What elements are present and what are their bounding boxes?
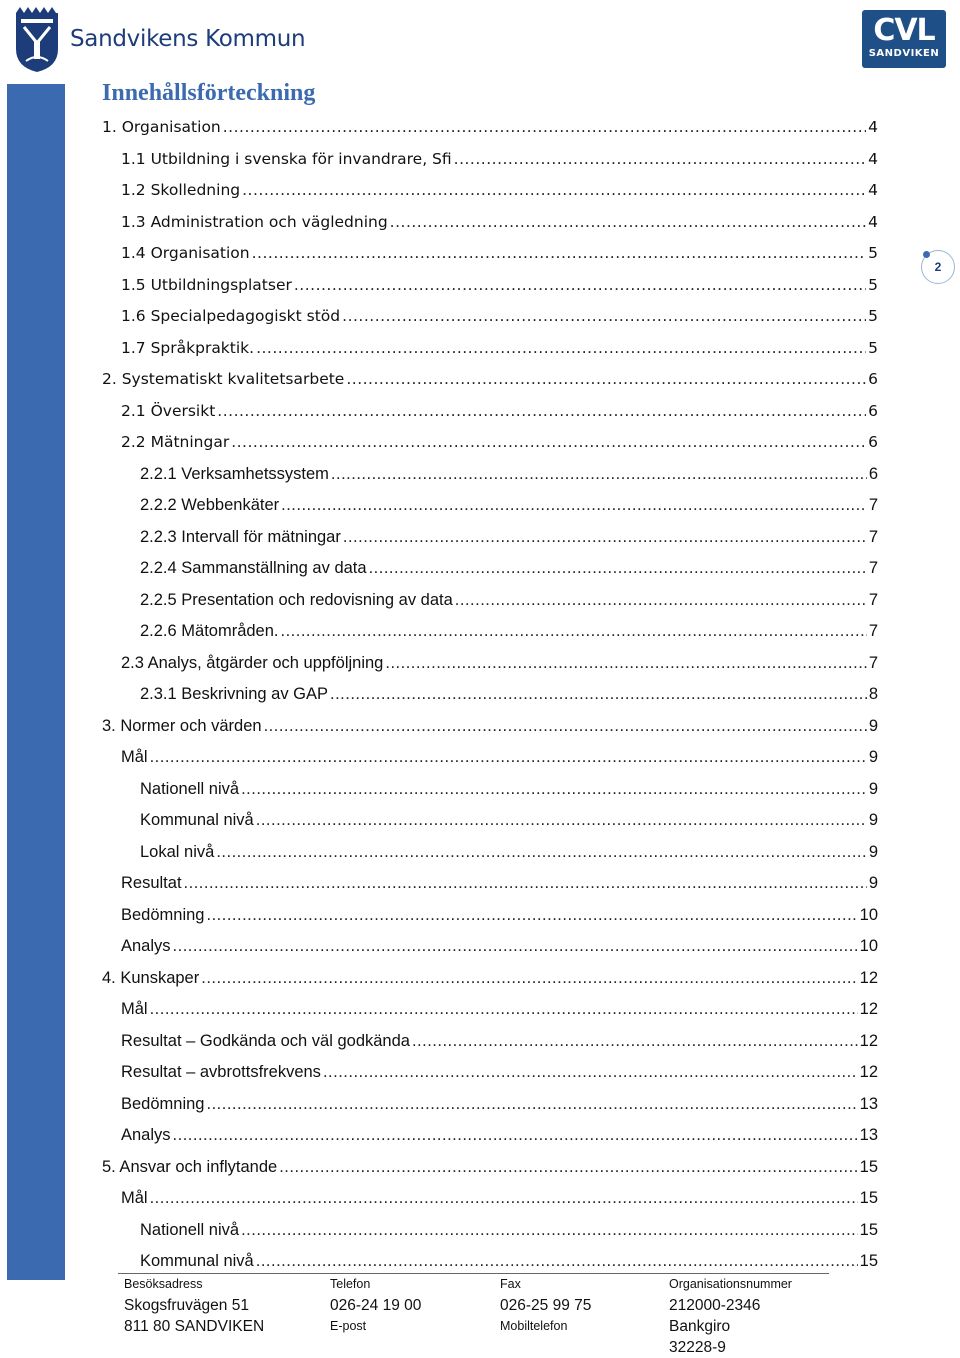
toc-entry-page: 15 xyxy=(859,1220,878,1239)
footer-fax-label: Fax xyxy=(500,1277,521,1291)
toc-entry-label: 1.2 Skolledning xyxy=(121,181,241,199)
toc-dot-leader xyxy=(385,654,866,673)
toc-entry-page: 9 xyxy=(868,842,878,861)
decorative-sidebar-bar xyxy=(7,84,65,1280)
toc-entry-page: 6 xyxy=(868,370,878,388)
toc-entry[interactable] xyxy=(102,1158,878,1177)
toc-entry-label: 2.2 Mätningar xyxy=(121,433,230,451)
toc-entry-label: Analys xyxy=(121,937,171,955)
toc-entry-page: 4 xyxy=(868,212,878,231)
toc-entry[interactable] xyxy=(121,906,878,925)
toc-entry-label: Kommunal nivå xyxy=(140,811,254,829)
municipality-crest-icon xyxy=(12,5,62,73)
toc-dot-leader xyxy=(346,370,866,388)
toc-entry[interactable] xyxy=(121,1000,878,1019)
footer-phone-value: 026-24 19 00 xyxy=(330,1297,422,1314)
toc-entry-page: 15 xyxy=(859,1189,878,1207)
toc-dot-leader xyxy=(264,717,867,736)
toc-entry-label: 1. Organisation xyxy=(102,118,221,136)
toc-entry-page: 10 xyxy=(859,937,878,955)
toc-entry-label: 2.2.4 Sammanställning av data xyxy=(140,559,367,577)
footer-mobile-label: Mobiltelefon xyxy=(500,1319,568,1333)
toc-entry-page: 12 xyxy=(859,1000,878,1018)
toc-entry-label: Nationell nivå xyxy=(140,1220,240,1239)
toc-entry-page: 9 xyxy=(868,748,878,766)
toc-entry-label: Analys xyxy=(121,1126,171,1144)
toc-entry-label: Bedömning xyxy=(121,905,205,924)
toc-entry-label: Resultat xyxy=(121,874,182,892)
toc-entry[interactable] xyxy=(121,654,878,673)
toc-entry[interactable] xyxy=(140,591,878,610)
toc-entry-page: 12 xyxy=(859,1063,878,1081)
toc-entry[interactable] xyxy=(140,1221,878,1240)
toc-entry-page: 4 xyxy=(868,181,878,199)
toc-entry-label: 2.2.3 Intervall för mätningar xyxy=(140,527,341,546)
toc-entry[interactable] xyxy=(121,307,878,325)
toc-entry[interactable] xyxy=(121,1126,878,1145)
toc-entry-page: 15 xyxy=(859,1157,878,1176)
toc-entry-page: 5 xyxy=(868,244,878,262)
toc-entry[interactable] xyxy=(140,465,878,484)
toc-dot-leader xyxy=(256,1252,858,1271)
toc-dot-leader xyxy=(231,433,866,451)
toc-entry-label: 2.3.1 Beskrivning av GAP xyxy=(140,685,329,703)
toc-dot-leader xyxy=(412,1032,858,1051)
toc-entry[interactable] xyxy=(121,150,878,168)
page-badge-dot-icon xyxy=(923,251,930,258)
toc-dot-leader xyxy=(206,906,857,925)
toc-entry-page: 12 xyxy=(859,968,878,987)
toc-entry[interactable] xyxy=(140,780,878,799)
toc-entry[interactable] xyxy=(121,1189,878,1208)
toc-dot-leader xyxy=(252,244,867,262)
toc-entry-page: 6 xyxy=(868,401,878,420)
sandviken-logo xyxy=(12,4,312,74)
toc-entry-label: 1.1 Utbildning i svenska för invandrare, Sfi xyxy=(121,149,452,168)
toc-entry[interactable] xyxy=(140,559,878,578)
toc-dot-leader xyxy=(150,1189,858,1208)
footer-bankgiro-label: Bankgiro xyxy=(669,1318,731,1335)
toc-dot-leader xyxy=(217,402,866,420)
toc-entry-label: 1.4 Organisation xyxy=(121,244,250,262)
toc-entry-label: 1.3 Administration och vägledning xyxy=(121,212,388,231)
toc-entry-page: 7 xyxy=(868,590,878,609)
footer-visiting-address-line2: 811 80 SANDVIKEN xyxy=(124,1318,265,1335)
toc-entry[interactable] xyxy=(121,1095,878,1114)
toc-entry-page: 9 xyxy=(868,811,878,829)
toc-dot-leader xyxy=(330,685,867,704)
toc-dot-leader xyxy=(206,1095,857,1114)
toc-entry-page: 6 xyxy=(868,464,878,483)
toc-entry[interactable] xyxy=(121,181,878,199)
toc-entry-label: Lokal nivå xyxy=(140,842,215,861)
toc-title: Innehållsförteckning xyxy=(102,80,316,106)
toc-entry-label: 2.2.1 Verksamhetssystem xyxy=(140,464,329,483)
toc-entry-label: 2.2.2 Webbenkäter xyxy=(140,496,280,514)
footer-email-label: E-post xyxy=(330,1319,367,1333)
toc-entry[interactable] xyxy=(140,528,878,547)
toc-entry-label: Kommunal nivå xyxy=(140,1252,254,1270)
toc-dot-leader xyxy=(242,181,866,199)
toc-entry-page: 5 xyxy=(868,307,878,325)
toc-entry-page: 9 xyxy=(868,716,878,735)
footer-fax-value: 026-25 99 75 xyxy=(500,1297,592,1314)
toc-dot-leader xyxy=(241,1221,858,1240)
cvl-logo xyxy=(862,10,946,68)
toc-entry-label: 2. Systematiskt kvalitetsarbete xyxy=(102,370,345,388)
footer-visiting-address-label: Besöksadress xyxy=(124,1277,203,1291)
toc-entry-page: 4 xyxy=(868,149,878,168)
toc-dot-leader xyxy=(173,1126,858,1145)
toc-dot-leader xyxy=(369,559,867,578)
toc-dot-leader xyxy=(223,118,866,136)
toc-entry-label: 5. Ansvar och inflytande xyxy=(102,1157,278,1176)
toc-entry[interactable] xyxy=(140,843,878,862)
toc-dot-leader xyxy=(323,1063,858,1082)
toc-dot-leader xyxy=(342,307,866,325)
toc-dot-leader xyxy=(294,276,866,294)
toc-dot-leader xyxy=(331,465,867,484)
toc-entry-label: Bedömning xyxy=(121,1094,205,1113)
toc-entry-page: 7 xyxy=(868,496,878,514)
footer-phone xyxy=(330,1276,421,1334)
toc-dot-leader xyxy=(150,1000,858,1019)
toc-entry[interactable] xyxy=(140,811,878,830)
toc-entry-label: 1.5 Utbildningsplatser xyxy=(121,275,292,294)
toc-dot-leader xyxy=(256,811,867,830)
toc-entry[interactable] xyxy=(121,213,878,231)
toc-entry-page: 7 xyxy=(868,527,878,546)
toc-entry[interactable] xyxy=(121,1032,878,1051)
toc-entry[interactable] xyxy=(121,276,878,294)
footer-org-number-label: Organisationsnummer xyxy=(669,1277,792,1291)
toc-entry-label: Mål xyxy=(121,1000,148,1018)
toc-entry-page: 9 xyxy=(868,779,878,798)
toc-entry-label: 1.7 Språkpraktik. xyxy=(121,338,255,357)
toc-entry-page: 9 xyxy=(868,874,878,892)
toc-entry[interactable] xyxy=(102,717,878,736)
toc-entry-label: 4. Kunskaper xyxy=(102,968,200,987)
municipality-name: Sandvikens Kommun xyxy=(70,26,306,52)
toc-entry[interactable] xyxy=(102,969,878,988)
toc-entry-label: Mål xyxy=(121,748,148,766)
toc-dot-leader xyxy=(256,339,866,357)
footer-organisation xyxy=(669,1276,792,1358)
toc-entry[interactable] xyxy=(121,339,878,357)
toc-entry[interactable] xyxy=(140,1252,878,1271)
toc-entry-label: Mål xyxy=(121,1189,148,1207)
toc-entry-page: 7 xyxy=(868,653,878,672)
toc-entry[interactable] xyxy=(121,402,878,420)
toc-entry[interactable] xyxy=(121,748,878,767)
cvl-logo-text: CVL xyxy=(873,13,935,48)
toc-entry-page: 8 xyxy=(868,685,878,703)
toc-entry[interactable] xyxy=(121,1063,878,1082)
toc-entry-label: 2.2.5 Presentation och redovisning av data xyxy=(140,590,453,609)
toc-entry-page: 7 xyxy=(868,622,878,640)
toc-entry-label: 3. Normer och värden xyxy=(102,716,262,735)
toc-entry[interactable] xyxy=(102,370,878,388)
toc-dot-leader xyxy=(455,591,867,610)
cvl-logo-subtext: SANDVIKEN xyxy=(868,48,940,59)
toc-entry-page: 13 xyxy=(859,1126,878,1144)
toc-dot-leader xyxy=(454,150,866,168)
toc-dot-leader xyxy=(201,969,857,988)
toc-entry-page: 10 xyxy=(859,905,878,924)
footer-divider xyxy=(118,1273,829,1274)
toc-entry[interactable] xyxy=(121,244,878,262)
toc-entry-page: 7 xyxy=(868,559,878,577)
footer-org-number-value: 212000-2346 xyxy=(669,1297,761,1314)
toc-dot-leader xyxy=(343,528,867,547)
toc-entry[interactable] xyxy=(140,622,878,641)
toc-entry-page: 6 xyxy=(868,433,878,451)
footer-visiting-address xyxy=(124,1276,264,1337)
toc-entry[interactable] xyxy=(102,118,878,136)
toc-entry-label: 1.6 Specialpedagogiskt stöd xyxy=(121,307,341,325)
toc-entry-page: 5 xyxy=(868,275,878,294)
toc-entry-label: Nationell nivå xyxy=(140,779,240,798)
toc-entry[interactable] xyxy=(121,874,878,893)
toc-dot-leader xyxy=(281,496,867,515)
toc-dot-leader xyxy=(281,622,867,641)
toc-dot-leader xyxy=(173,937,858,956)
toc-entry-label: 2.2.6 Mätområden. xyxy=(140,622,279,640)
toc-dot-leader xyxy=(390,213,866,231)
page-number: 2 xyxy=(934,260,942,274)
footer-visiting-address-line1: Skogsfruvägen 51 xyxy=(124,1297,249,1314)
toc-dot-leader xyxy=(150,748,867,767)
footer-bankgiro-value: 32228-9 xyxy=(669,1339,726,1356)
toc-entry-label: Resultat – avbrottsfrekvens xyxy=(121,1063,321,1081)
toc-entry-page: 15 xyxy=(859,1252,878,1270)
toc-dot-leader xyxy=(184,874,867,893)
toc-entry-label: Resultat – Godkända och väl godkända xyxy=(121,1031,410,1050)
toc-entry[interactable] xyxy=(121,937,878,956)
toc-entry-page: 5 xyxy=(868,338,878,357)
toc-entry-page: 4 xyxy=(868,118,878,136)
toc-entry[interactable] xyxy=(140,496,878,515)
toc-dot-leader xyxy=(216,843,867,862)
toc-entry[interactable] xyxy=(140,685,878,704)
toc-entry-label: 2.1 Översikt xyxy=(121,401,216,420)
toc-dot-leader xyxy=(279,1158,857,1177)
toc-entry-page: 13 xyxy=(859,1094,878,1113)
toc-dot-leader xyxy=(241,780,867,799)
toc-entry-page: 12 xyxy=(859,1031,878,1050)
toc-entry-label: 2.3 Analys, åtgärder och uppföljning xyxy=(121,653,384,672)
footer-fax xyxy=(500,1276,591,1334)
toc-entry[interactable] xyxy=(121,433,878,451)
footer-phone-label: Telefon xyxy=(330,1277,371,1291)
